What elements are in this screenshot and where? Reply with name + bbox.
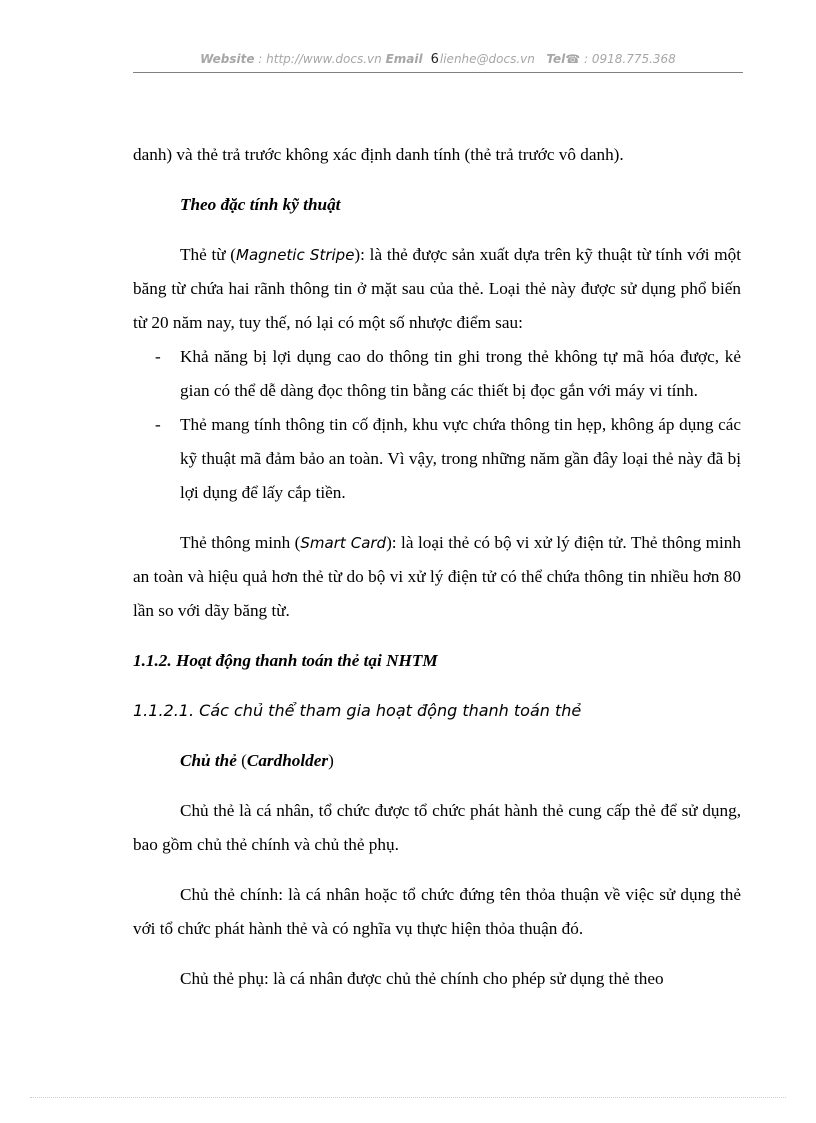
subsection-heading-1-1-2-1: 1.1.2.1. Các chủ thể tham gia hoạt động thanh toán thẻ [133,701,582,720]
cardholder-title: Chủ thẻ [180,751,237,770]
heading-technical-features: Theo đặc tính kỹ thuật [180,195,341,214]
page-header [133,52,743,73]
paragraph-continuation: danh) và thẻ trả trước không xác định danh tính (thẻ trả trước vô danh). [133,145,624,164]
paragraph-secondary-cardholder: Chủ thẻ phụ: là cá nhân được chủ thẻ chính cho phép sử dụng thẻ theo [180,969,664,988]
smart-text-a: Thẻ thông minh ( [180,533,301,552]
magnetic-text-b: ): là thẻ được sản xuất dựa trên kỹ thuật từ tính với một băng từ chứa hai rãnh thông tin ở mặt sau của thẻ. Loại thẻ này được sử dụng phổ biến từ 20 năm nay, tuy thế, nó lại có một số nhược điểm sau: [133,245,741,332]
email-address[interactable]: lienhe@docs.vn [439,52,535,66]
email-label: Email [385,52,423,66]
heading-cardholder [133,744,741,778]
tel-label: Tel [546,52,566,66]
bullet-dash: - [155,347,161,366]
paragraph-primary-cardholder: Chủ thẻ chính: là cá nhân hoặc tổ chức đứng tên thỏa thuận về việc sử dụng thẻ với tổ chức phát hành thẻ và có nghĩa vụ thực hiện thỏa thuận đó. [133,885,741,938]
website-url[interactable]: http://www.docs.vn [266,52,382,66]
tel-number: : 0918.775.368 [580,52,676,66]
bullet-item [133,408,741,510]
document-body [133,138,741,996]
cardholder-term: Cardholder [246,751,329,770]
page-number: 6 [430,52,439,67]
paragraph-cardholder-definition: Chủ thẻ là cá nhân, tổ chức được tổ chức phát hành thẻ cung cấp thẻ để sử dụng, bao gồm chủ thẻ chính và chủ thẻ phụ. [133,801,741,854]
cardholder-paren-close: ) [328,751,334,770]
phone-icon: ☎ [565,52,581,66]
bullet-text: Thẻ mang tính thông tin cố định, khu vực chứa thông tin hẹp, không áp dụng các kỹ thuật mã đảm bảo an toàn. Vì vậy, trong những năm gần đây loại thẻ này đã bị lợi dụng để lấy cắp tiền. [180,415,741,502]
smart-card-term: Smart Card [300,534,387,552]
bullet-text: Khả năng bị lợi dụng cao do thông tin ghi trong thẻ không tự mã hóa được, kẻ gian có thể dễ dàng đọc thông tin bằng các thiết bị đọc gắn với máy vi tính. [180,347,741,400]
paragraph-smart-card [133,526,741,628]
bullet-dash: - [155,415,161,434]
paragraph-magnetic-stripe [133,238,741,340]
magnetic-text-a: Thẻ từ ( [180,245,237,264]
cardholder-paren-open: ( [236,751,247,770]
bullet-item [133,340,741,408]
magnetic-stripe-term: Magnetic Stripe [236,246,355,264]
smart-text-b: ): là loại thẻ có bộ vi xử lý điện tử. Thẻ thông minh an toàn và hiệu quả hơn thẻ từ do bộ vi xử lý điện tử có thể chứa thông tin nhiều hơn 80 lần so với dãy băng từ. [133,533,741,620]
website-label: Website [200,52,255,66]
website-separator: : [254,52,267,66]
section-heading-1-1-2: 1.1.2. Hoạt động thanh toán thẻ tại NHTM [133,651,438,670]
footer-divider [30,1097,786,1098]
